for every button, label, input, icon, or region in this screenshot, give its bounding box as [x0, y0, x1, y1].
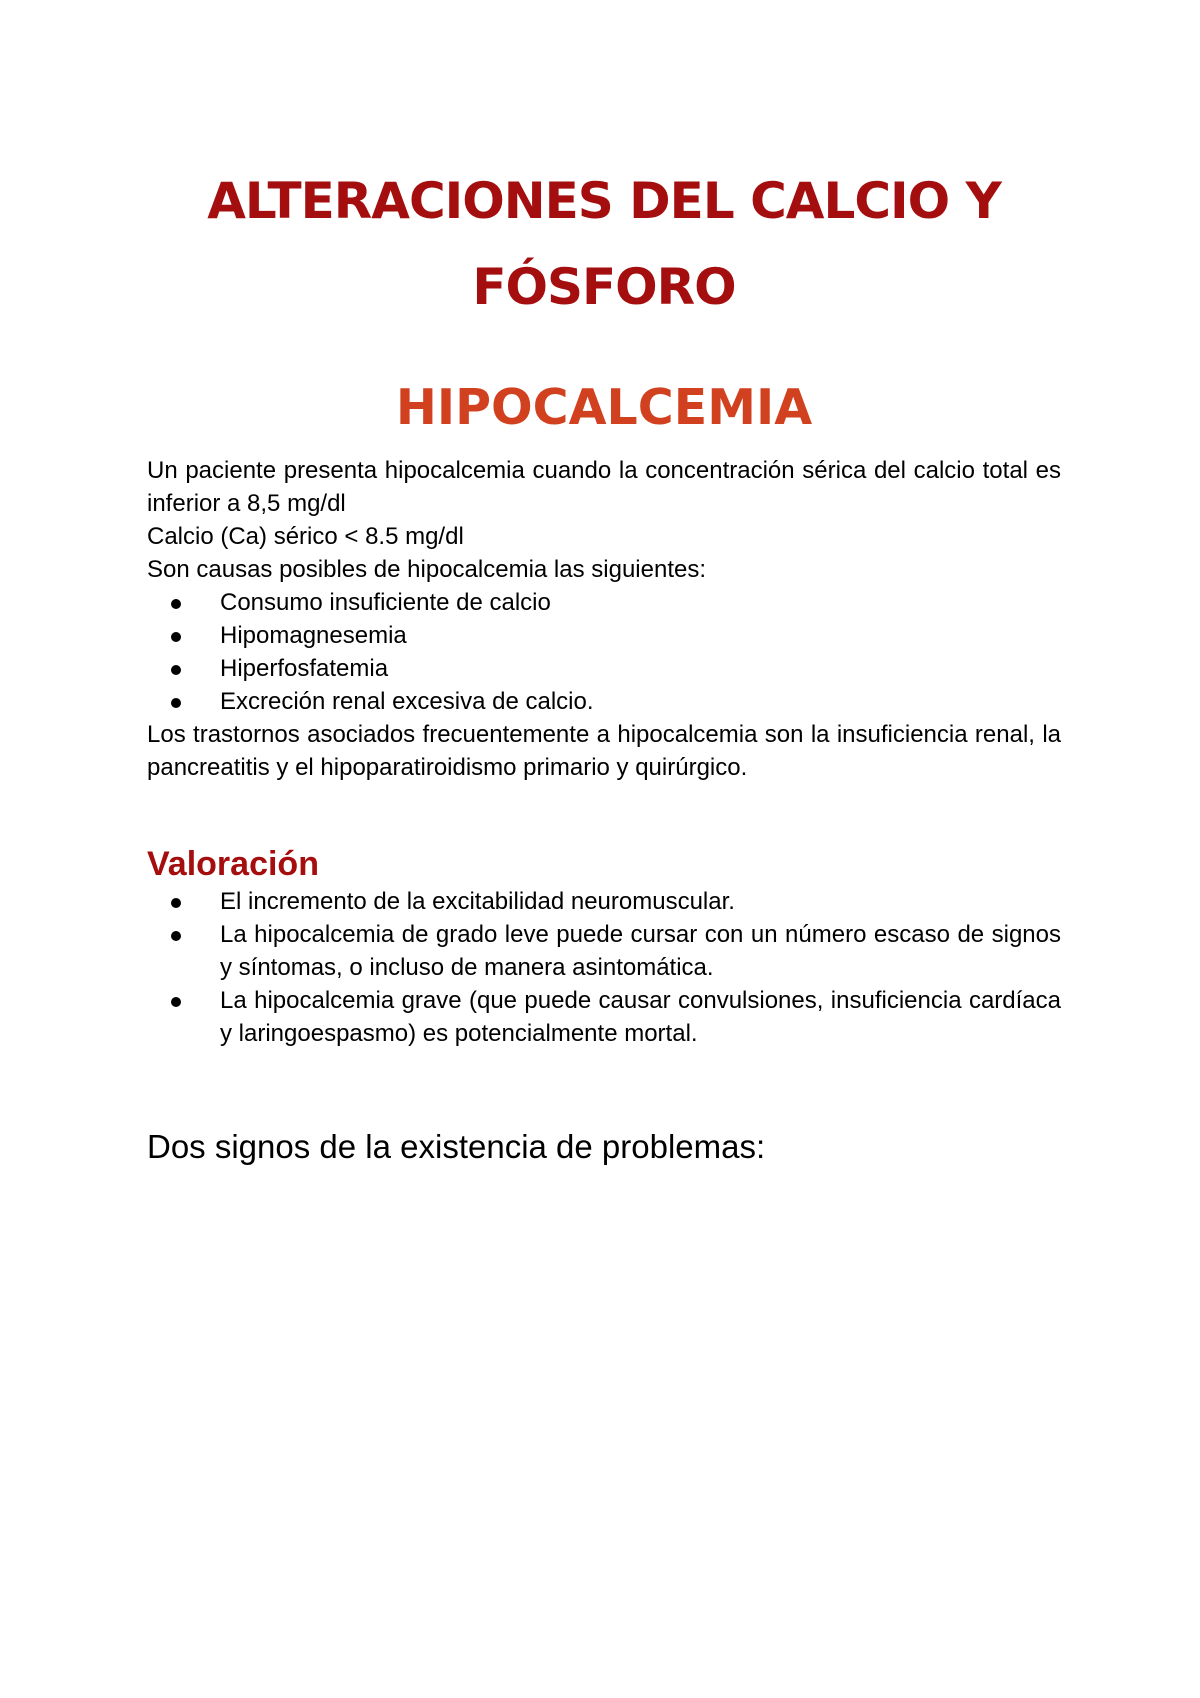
cause-text: Hiperfosfatemia: [220, 655, 389, 682]
valoracion-body: [147, 885, 1061, 1050]
intro-paragraph: Un paciente presenta hipocalcemia cuando la concentración sérica del calcio total es inferior a 8,5 mg/dl: [147, 457, 1061, 517]
document-title-line-1: ALTERACIONES DEL CALCIO Y: [207, 172, 1001, 230]
hipocalcemia-body: [147, 454, 1061, 784]
bullet-dot-icon: [171, 698, 181, 708]
section-title-hipocalcemia: HIPOCALCEMIA: [395, 379, 813, 436]
valoracion-list: [147, 885, 1061, 1050]
list-item: [147, 885, 1061, 918]
causes-list: [147, 586, 1061, 718]
list-item: [147, 918, 1061, 984]
bullet-dot-icon: [171, 997, 181, 1007]
bullet-dot-icon: [171, 665, 181, 675]
document-title-line-2: FÓSFORO: [472, 258, 736, 316]
valoracion-text: El incremento de la excitabilidad neuromuscular.: [220, 888, 735, 915]
list-item: [147, 619, 1061, 652]
cause-text: Hipomagnesemia: [220, 622, 407, 649]
valoracion-heading: Valoración: [147, 845, 319, 883]
closing-line: Dos signos de la existencia de problemas:: [147, 1128, 766, 1165]
bullet-dot-icon: [171, 931, 181, 941]
valoracion-text: La hipocalcemia de grado leve puede cursar con un número escaso de signos y síntomas, o incluso de manera asintomática.: [220, 921, 1061, 981]
list-item: [147, 685, 1061, 718]
serum-calcium-line: Calcio (Ca) sérico < 8.5 mg/dl: [147, 523, 464, 550]
cause-text: Consumo insuficiente de calcio: [220, 589, 551, 616]
associated-disorders-paragraph: Los trastornos asociados frecuentemente a hipocalcemia son la insuficiencia renal, la pancreatitis y el hipoparatiroidismo primario y quirúrgico.: [147, 721, 1061, 781]
list-item: [147, 586, 1061, 619]
list-item: [147, 652, 1061, 685]
causes-intro: Son causas posibles de hipocalcemia las siguientes:: [147, 556, 706, 583]
bullet-dot-icon: [171, 599, 181, 609]
valoracion-text: La hipocalcemia grave (que puede causar convulsiones, insuficiencia cardíaca y laringoespasmo) es potencialmente mortal.: [220, 987, 1061, 1047]
document-title: [147, 158, 1061, 330]
cause-text: Excreción renal excesiva de calcio.: [220, 688, 594, 715]
bullet-dot-icon: [171, 632, 181, 642]
list-item: [147, 984, 1061, 1050]
bullet-dot-icon: [171, 898, 181, 908]
